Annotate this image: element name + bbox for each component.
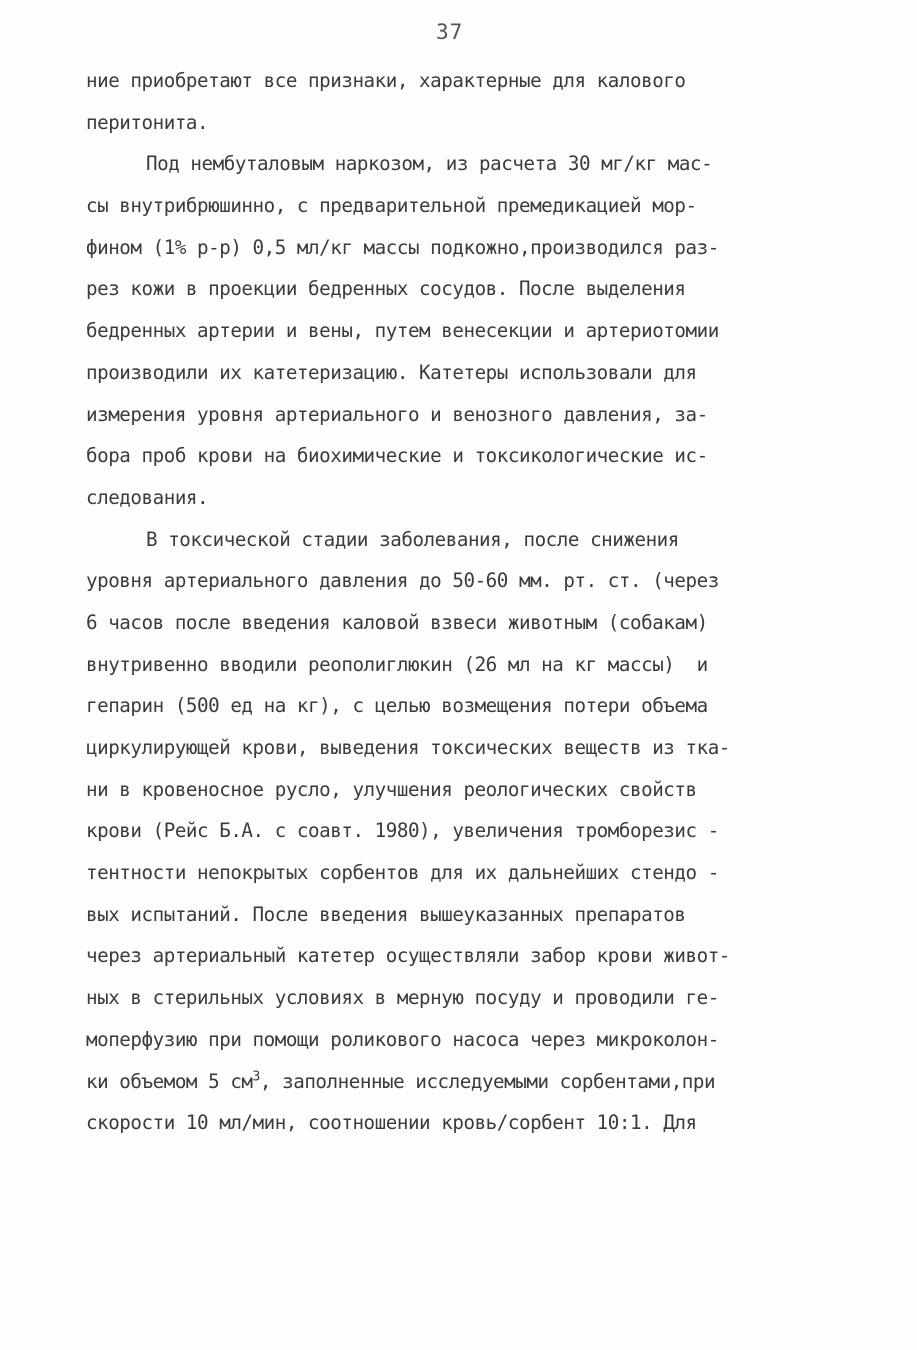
text-line: внутривенно вводили реополиглюкин (26 мл на кг массы) и bbox=[86, 652, 708, 676]
text-line: измерения уровня артериального и венозного давления, за- bbox=[86, 402, 708, 426]
text-line: тентности непокрытых сорбентов для их дальнейших стендо - bbox=[86, 861, 719, 885]
text-line: ни в кровеносное русло, улучшения реологических свойств bbox=[86, 777, 697, 801]
text-line-with-superscript bbox=[86, 1061, 846, 1103]
text-line: ных в стерильных условиях в мерную посуду и проводили ге- bbox=[86, 986, 719, 1010]
body-text bbox=[86, 60, 846, 1144]
superscript: 3 bbox=[252, 1069, 260, 1085]
text-segment: ки объемом 5 см bbox=[86, 1069, 253, 1093]
text-line: бедренных артерии и вены, путем венесекции и артериотомии bbox=[86, 319, 719, 343]
text-line: производили их катетеризацию. Катетеры использовали для bbox=[86, 360, 697, 384]
text-line: бора проб крови на биохимические и токсикологические ис- bbox=[86, 444, 708, 468]
text-line: Под нембуталовым наркозом, из расчета 30 мг/кг мас- bbox=[146, 152, 713, 176]
text-line: гепарин (500 ед на кг), с целью возмещения потери объема bbox=[86, 694, 708, 718]
text-line: уровня артериального давления до 50-60 мм. рт. ст. (через bbox=[86, 569, 719, 593]
text-line: рез кожи в проекции бедренных сосудов. После выделения bbox=[86, 277, 686, 301]
text-line: скорости 10 мл/мин, соотношении кровь/сорбент 10:1. Для bbox=[86, 1111, 697, 1135]
text-segment: , заполненные исследуемыми сорбентами,при bbox=[259, 1069, 716, 1093]
text-line: следования. bbox=[86, 485, 209, 509]
text-line: вых испытаний. После введения вышеуказанных препаратов bbox=[86, 902, 686, 926]
text-line: В токсической стадии заболевания, после снижения bbox=[146, 527, 679, 551]
text-line: ние приобретают все признаки, характерные для калового bbox=[86, 69, 686, 92]
text-line: 6 часов после введения каловой взвеси животным (собакам) bbox=[86, 610, 708, 634]
text-line: через артериальный катетер осуществляли забор крови живот- bbox=[86, 944, 730, 968]
text-line: фином (1% р-р) 0,5 мл/кг массы подкожно,производился раз- bbox=[86, 235, 719, 259]
page-number: 37 bbox=[436, 20, 464, 44]
text-line: крови (Рейс Б.А. с соавт. 1980), увеличения тромборезис - bbox=[86, 819, 719, 843]
text-line: циркулирующей крови, выведения токсических веществ из тка- bbox=[86, 736, 730, 759]
text-line: перитонита. bbox=[86, 110, 209, 134]
text-line: моперфузию при помощи роликового насоса через микроколон- bbox=[86, 1027, 719, 1051]
text-line: сы внутрибрюшинно, с предварительной премедикацией мор- bbox=[86, 194, 697, 218]
